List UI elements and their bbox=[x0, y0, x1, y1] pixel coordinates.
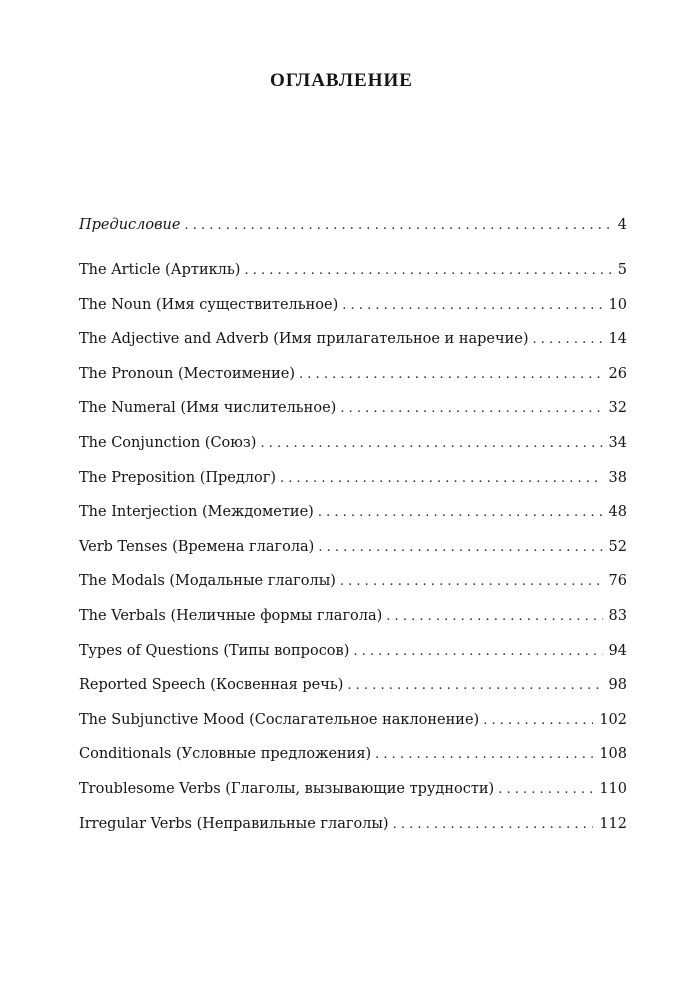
toc-entry-page: 38 bbox=[608, 469, 627, 486]
toc-entry-label: The Noun (Имя существительное) bbox=[79, 296, 339, 313]
toc-entry-label: The Article (Артикль) bbox=[79, 262, 241, 278]
toc-entry-article[interactable] bbox=[79, 256, 627, 291]
toc-entry-pronoun[interactable] bbox=[79, 360, 627, 395]
toc-entry-page: 83 bbox=[608, 607, 627, 624]
dot-leader bbox=[498, 776, 593, 804]
toc-entry-page: 94 bbox=[608, 642, 627, 659]
toc-entry-irregular-verbs[interactable] bbox=[79, 810, 627, 845]
dot-leader bbox=[340, 568, 603, 596]
toc-entry-label: Conditionals (Условные предложения) bbox=[79, 746, 372, 763]
toc-entry-label: The Adjective and Adverb (Имя прилагательное и наречие) bbox=[79, 331, 529, 348]
toc-entry-label: Irregular Verbs (Неправильные глаголы) bbox=[79, 815, 389, 832]
toc-entry-conditionals[interactable] bbox=[79, 740, 627, 775]
toc-entry-page: 10 bbox=[608, 296, 627, 313]
toc-entry-label: Verb Tenses (Времена глагола) bbox=[79, 538, 315, 555]
toc-entry-page: 52 bbox=[608, 538, 627, 555]
table-of-contents bbox=[79, 211, 627, 844]
toc-entry-label: The Interjection (Междометие) bbox=[79, 504, 314, 521]
dot-leader bbox=[483, 707, 593, 735]
toc-entry-subjunctive-mood[interactable] bbox=[79, 706, 627, 741]
toc-entry-label: The Conjunction (Союз) bbox=[79, 434, 257, 451]
toc-entry-verbals[interactable] bbox=[79, 602, 627, 637]
toc-entry-page: 34 bbox=[608, 434, 627, 451]
dot-leader bbox=[375, 741, 593, 769]
toc-entry-label: Reported Speech (Косвенная речь) bbox=[79, 677, 344, 694]
dot-leader bbox=[244, 257, 611, 285]
toc-entry-label: Types of Questions (Типы вопросов) bbox=[79, 642, 350, 659]
dot-leader bbox=[184, 212, 611, 240]
toc-entry-label: The Modals (Модальные глаголы) bbox=[79, 573, 336, 590]
dot-leader bbox=[347, 672, 602, 700]
page-title: ОГЛАВЛЕНИЕ bbox=[270, 70, 413, 91]
toc-entry-types-of-questions[interactable] bbox=[79, 637, 627, 672]
toc-entry-page: 108 bbox=[599, 746, 627, 763]
toc-entry-page: 14 bbox=[608, 331, 627, 348]
toc-entry-label: The Subjunctive Mood (Сослагательное наклонение) bbox=[79, 711, 480, 728]
dot-leader bbox=[533, 326, 603, 354]
toc-entry-preposition[interactable] bbox=[79, 464, 627, 499]
dot-leader bbox=[318, 499, 603, 527]
dot-leader bbox=[318, 534, 602, 562]
toc-entry-adjective-adverb[interactable] bbox=[79, 325, 627, 360]
toc-entry-modals[interactable] bbox=[79, 567, 627, 602]
toc-entry-preface[interactable] bbox=[79, 211, 627, 256]
dot-leader bbox=[260, 430, 602, 458]
dot-leader bbox=[353, 638, 602, 666]
toc-entry-page: 5 bbox=[617, 262, 627, 278]
toc-entry-page: 98 bbox=[608, 677, 627, 694]
toc-entry-page: 76 bbox=[608, 573, 627, 590]
dot-leader bbox=[393, 811, 594, 839]
dot-leader bbox=[340, 395, 602, 423]
toc-entry-label: Troublesome Verbs (Глаголы, вызывающие трудности) bbox=[79, 780, 495, 797]
dot-leader bbox=[386, 603, 602, 631]
toc-entry-troublesome-verbs[interactable] bbox=[79, 775, 627, 810]
toc-entry-numeral[interactable] bbox=[79, 394, 627, 429]
toc-entry-label: The Numeral (Имя числительное) bbox=[79, 400, 337, 417]
toc-entry-interjection[interactable] bbox=[79, 498, 627, 533]
toc-entry-conjunction[interactable] bbox=[79, 429, 627, 464]
toc-entry-verb-tenses[interactable] bbox=[79, 533, 627, 568]
toc-entry-page: 48 bbox=[608, 504, 627, 521]
toc-entry-label: Предисловие bbox=[79, 217, 181, 233]
toc-entry-noun[interactable] bbox=[79, 291, 627, 326]
toc-entry-page: 110 bbox=[599, 780, 627, 797]
toc-entry-page: 32 bbox=[608, 400, 627, 417]
toc-entry-label: The Pronoun (Местоимение) bbox=[79, 365, 296, 382]
toc-entry-page: 26 bbox=[608, 365, 627, 382]
toc-entry-label: The Preposition (Предлог) bbox=[79, 469, 276, 486]
toc-entry-label: The Verbals (Неличные формы глагола) bbox=[79, 607, 383, 624]
dot-leader bbox=[342, 292, 602, 320]
dot-leader bbox=[299, 361, 603, 389]
toc-entry-page: 102 bbox=[599, 711, 627, 728]
dot-leader bbox=[280, 465, 603, 493]
toc-entry-reported-speech[interactable] bbox=[79, 671, 627, 706]
toc-entry-page: 112 bbox=[599, 815, 627, 832]
toc-entry-page: 4 bbox=[617, 217, 627, 233]
